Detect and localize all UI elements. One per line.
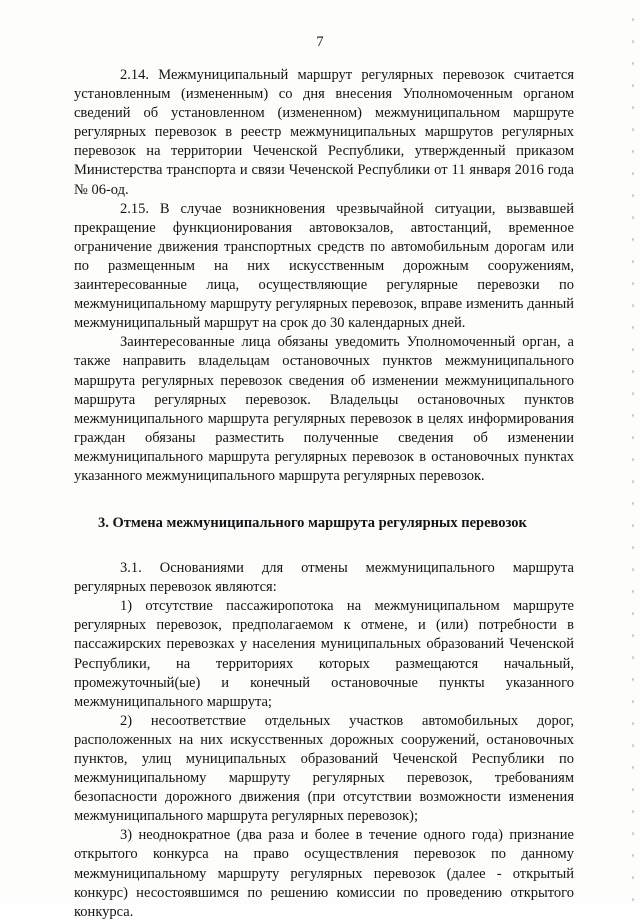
list-item-2: 2) несоответствие отдельных участков автомобильных дорог, расположенных на них искусственных дорожных сооружений, остановочных пунктов, улиц муниципальных образований Чеченской Республики по межмуниципальному маршруту регулярных перевозок, требованиям безопасности дорожного движения (при отсутствии возможности изменения межмуниципального маршрута регулярных перевозок); [74,712,574,825]
document-body [74,66,574,922]
page-number: 7 [316,34,324,50]
list-item-1: 1) отсутствие пассажиропотока на межмуниципальном маршруте регулярных перевозок, предполагаемом к отмене, и (или) потребности в пассажирских перевозках у населения муниципальных образований Чеченской Республики, на территориях которых размещаются начальный, промежуточный(ые) и конечный остановочные пункты указанного межмуниципального маршрута; [74,598,574,710]
section-heading: 3. Отмена межмуниципального маршрута регулярных перевозок [98,515,527,532]
scan-edge-artifact [632,0,634,905]
list-item-3: 3) неоднократное (два раза и более в течение одного года) признание открытого конкурса на право осуществления перевозок по данному межмуниципальному маршруту регулярных перевозок (далее - открытый конкурс) несостоявшимся по решению комиссии по проведению открытого конкурса. [74,827,574,920]
paragraph-notification: Заинтересованные лица обязаны уведомить Уполномоченный орган, а также направить владельцам остановочных пунктов межмуниципального маршрута регулярных перевозок сведения об изменении межмуниципального маршрута регулярных перевозок. Владельцы остановочных пунктов межмуниципального маршрута регулярных перевозок в целях информирования граждан обязаны разместить полученные сведения об изменении межмуниципального маршрута регулярных перевозок в остановочных пунктах указанного межмуниципального маршрута регулярных перевозок. [74,334,574,484]
paragraph-3-1: 3.1. Основаниями для отмены межмуниципального маршрута регулярных перевозок являются: [74,560,574,596]
paragraph-2-15: 2.15. В случае возникновения чрезвычайной ситуации, вызвавшей прекращение функционирования автовокзалов, автостанций, временное ограничение движения транспортных средств по автомобильным дорогам или по размещенным на них искусственным дорожным сооружениям, заинтересованные лица, осуществляющие регулярные перевозки по межмуниципальному маршруту регулярных перевозок, вправе изменить данный межмуниципальный маршрут на срок до 30 календарных дней. [74,200,574,332]
paragraph-2-14: 2.14. Межмуниципальный маршрут регулярных перевозок считается установленным (измененным) со дня внесения Уполномоченным органом сведений об установленном (измененном) межмуниципальном маршруте регулярных перевозок в реестр межмуниципальных маршрутов регулярных перевозок на территории Чеченской Республики, утвержденный приказом Министерства транспорта и связи Чеченской Республики от 11 января 2016 года № 06-од. [74,67,574,198]
